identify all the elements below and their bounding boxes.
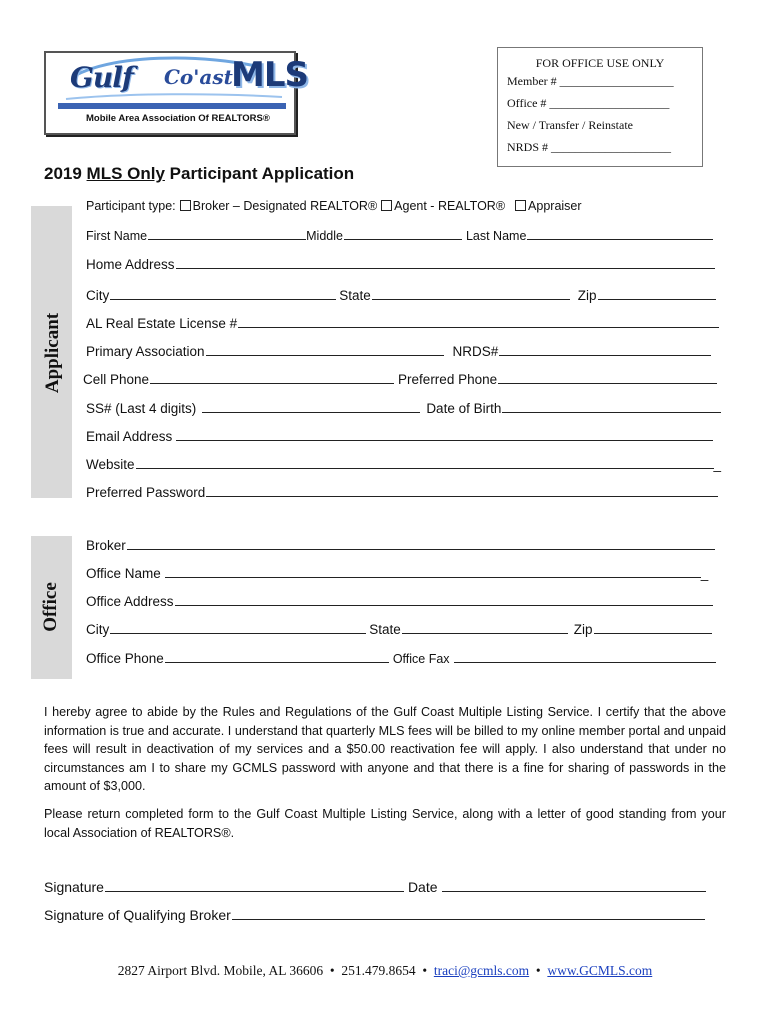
broker-signature-label: Signature of Qualifying Broker xyxy=(44,907,231,923)
primary-association-field[interactable] xyxy=(206,344,444,356)
office-use-box xyxy=(497,47,703,167)
applicant-section-tab xyxy=(31,206,72,498)
email-row xyxy=(86,429,713,444)
footer-email-link[interactable]: traci@gcmls.com xyxy=(433,963,530,978)
nrds-label: NRDS# xyxy=(452,344,499,359)
city-row xyxy=(86,288,716,303)
office-state-field[interactable] xyxy=(402,622,568,634)
title-year: 2019 xyxy=(44,164,87,183)
preferred-phone-field[interactable] xyxy=(498,372,717,384)
office-use-title: FOR OFFICE USE ONLY xyxy=(535,56,665,70)
return-note-paragraph: Please return completed form to the Gulf Coast Multiple Listing Service, along with a letter of good standing from your local Association of REALTORS®. xyxy=(44,807,726,840)
agent-option-label: Agent - REALTOR® xyxy=(394,199,506,213)
signature-row xyxy=(44,879,706,895)
broker-field[interactable] xyxy=(127,538,715,550)
office-city-field[interactable] xyxy=(110,622,366,634)
website-tail: _ xyxy=(713,457,722,472)
office-zip-label: Zip xyxy=(573,622,593,637)
phone-row xyxy=(83,372,717,387)
date-field[interactable] xyxy=(442,880,706,892)
broker-checkbox[interactable] xyxy=(180,200,191,211)
city-field[interactable] xyxy=(110,288,336,300)
logo-bar xyxy=(58,103,286,109)
city-label: City xyxy=(86,288,110,303)
preferred-phone-label: Preferred Phone xyxy=(398,372,498,387)
website-row xyxy=(86,457,721,472)
signature-field[interactable] xyxy=(105,880,404,892)
home-address-label: Home Address xyxy=(86,257,175,272)
signature-label: Signature xyxy=(44,879,104,895)
office-zip-field[interactable] xyxy=(594,622,712,634)
participant-type-label: Participant type: xyxy=(86,199,176,213)
logo-text-coast: Co'ast xyxy=(164,65,233,89)
middle-field[interactable] xyxy=(344,228,462,240)
office-section-tab xyxy=(31,536,72,679)
office-use-nrds: NRDS # ____________________ xyxy=(507,140,672,154)
home-address-row xyxy=(86,257,715,272)
website-label: Website xyxy=(86,457,135,472)
dob-field[interactable] xyxy=(502,401,721,413)
footer-website-link[interactable]: www.GCMLS.com xyxy=(547,963,653,978)
ss-field[interactable] xyxy=(202,401,420,413)
email-field[interactable] xyxy=(176,429,713,441)
office-fax-label: Office Fax xyxy=(392,652,450,666)
agent-checkbox[interactable] xyxy=(381,200,392,211)
footer-contact xyxy=(0,963,770,979)
preferred-password-field[interactable] xyxy=(206,485,718,497)
appraiser-checkbox[interactable] xyxy=(515,200,526,211)
license-field[interactable] xyxy=(238,316,719,328)
applicant-tab-label: Applicant xyxy=(42,312,63,394)
footer-bullet: • xyxy=(422,963,428,978)
office-name-label: Office Name xyxy=(86,566,161,581)
license-row xyxy=(86,316,719,331)
footer-bullet: • xyxy=(535,963,541,978)
logo-subtitle: Mobile Area Association Of REALTORS® xyxy=(86,113,270,124)
preferred-password-label: Preferred Password xyxy=(86,485,206,500)
office-phone-row xyxy=(86,651,716,666)
footer-phone: 251.479.8654 xyxy=(341,963,416,978)
association-row xyxy=(86,344,711,359)
agreement-paragraph: I hereby agree to abide by the Rules and Regulations of the Gulf Coast Multiple Listing Service. I certify that the above information is true and accurate. I understand that quarterly MLS fees will be billed to my online member portal and unpaid fees will result in deactivation of my services and a $50.00 reactivation fee will apply. I also understand that under no circumstances am I to share my GCMLS password with anyone and that there is a fine for sharing of passwords in the amount of $3,000. xyxy=(44,705,726,793)
website-field[interactable] xyxy=(136,457,714,469)
broker-signature-field[interactable] xyxy=(232,908,705,920)
office-phone-label: Office Phone xyxy=(86,651,164,666)
title-rest: Participant Application xyxy=(164,164,355,183)
dob-label: Date of Birth xyxy=(426,401,502,416)
home-address-field[interactable] xyxy=(176,257,715,269)
last-name-field[interactable] xyxy=(527,228,713,240)
state-field[interactable] xyxy=(372,288,570,300)
nrds-field[interactable] xyxy=(499,344,711,356)
participant-type-row xyxy=(86,199,582,213)
office-name-tail: _ xyxy=(700,566,709,581)
zip-field[interactable] xyxy=(598,288,716,300)
date-label: Date xyxy=(407,879,438,895)
broker-label: Broker xyxy=(86,538,126,553)
office-name-field[interactable] xyxy=(165,566,701,578)
email-label: Email Address xyxy=(86,429,173,444)
office-phone-field[interactable] xyxy=(165,651,389,663)
cell-phone-field[interactable] xyxy=(150,372,394,384)
password-row xyxy=(86,485,718,500)
office-address-field[interactable] xyxy=(175,594,713,606)
last-name-label: Last Name xyxy=(465,229,527,243)
state-label: State xyxy=(339,288,371,303)
broker-row xyxy=(86,538,715,553)
office-state-label: State xyxy=(369,622,401,637)
office-use-member: Member # ___________________ xyxy=(507,74,674,88)
first-name-label: First Name xyxy=(86,229,148,243)
title-underlined: MLS Only xyxy=(86,164,165,183)
license-label: AL Real Estate License # xyxy=(86,316,238,331)
office-use-status: New / Transfer / Reinstate xyxy=(507,118,633,132)
office-name-row xyxy=(86,566,708,581)
name-row xyxy=(86,228,713,243)
appraiser-option-label: Appraiser xyxy=(528,199,582,213)
middle-label: Middle xyxy=(306,229,343,243)
footer-address: 2827 Airport Blvd. Mobile, AL 36606 xyxy=(117,963,324,978)
office-address-row xyxy=(86,594,713,609)
office-city-label: City xyxy=(86,622,110,637)
office-tab-label: Office xyxy=(40,582,61,632)
first-name-field[interactable] xyxy=(148,228,306,240)
broker-option-label: Broker – Designated REALTOR® xyxy=(192,199,378,213)
office-use-office: Office # ____________________ xyxy=(507,96,670,110)
logo-text-gulf: Gulf xyxy=(70,61,133,94)
office-fax-field[interactable] xyxy=(454,651,716,663)
footer-bullet: • xyxy=(329,963,335,978)
page-title xyxy=(44,164,354,184)
primary-association-label: Primary Association xyxy=(86,344,205,359)
broker-signature-row xyxy=(44,907,705,923)
ss-label: SS# (Last 4 digits) xyxy=(86,401,197,416)
office-city-row xyxy=(86,622,712,637)
cell-phone-label: Cell Phone xyxy=(83,372,150,387)
ss-row xyxy=(86,401,721,416)
zip-label: Zip xyxy=(577,288,597,303)
office-address-label: Office Address xyxy=(86,594,174,609)
logo-text-mls: MLS xyxy=(231,55,308,95)
gcmls-logo xyxy=(44,51,308,135)
